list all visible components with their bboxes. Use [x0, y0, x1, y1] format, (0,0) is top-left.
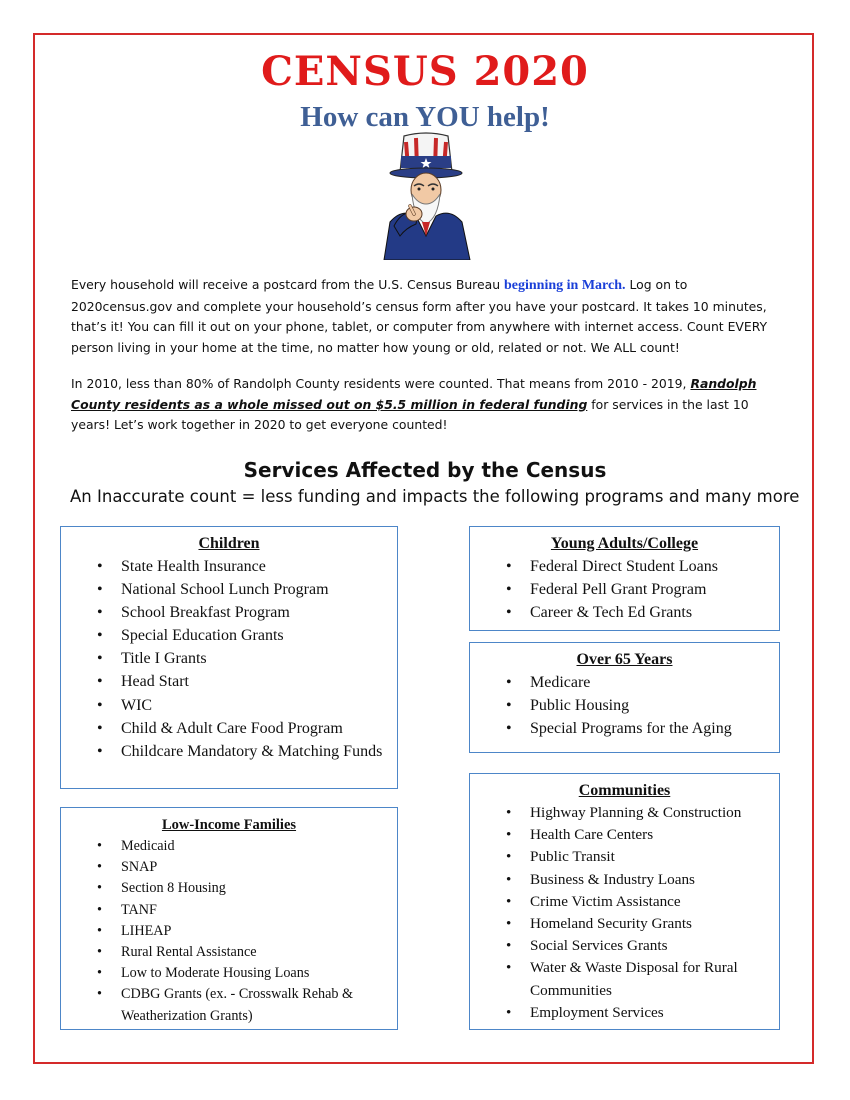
uncle-sam-pointing-icon — [370, 132, 482, 260]
list-item-text: Medicaid — [121, 838, 175, 854]
bullet-icon: • — [97, 742, 103, 760]
list-item — [61, 836, 397, 857]
bullet-icon: • — [97, 986, 102, 1003]
list-item-text: TANF — [121, 901, 157, 918]
bullet-icon: • — [97, 627, 103, 645]
list-item — [61, 647, 397, 670]
low-income-box — [60, 807, 398, 1030]
list-item-text: Business & Industry Loans — [530, 870, 695, 888]
list-item-text: Employment Services — [530, 1003, 664, 1021]
list-item-text: Federal Direct Student Loans — [530, 558, 718, 575]
page-subtitle: How can YOU help! — [300, 101, 550, 133]
list-item — [470, 717, 779, 740]
communities-title: Communities — [578, 782, 671, 799]
list-item-text: Special Education Grants — [121, 627, 284, 645]
list-item — [61, 963, 397, 984]
list-item-text: National School Lunch Program — [121, 581, 329, 599]
funding-emphasis: Randolph County residents as a whole missed out on $5.5 million in federal funding — [71, 376, 757, 412]
list-item — [470, 824, 779, 846]
list-item-text: Crime Victim Assistance — [530, 892, 681, 910]
list-item-text: CDBG Grants (ex. - Crosswalk Rehab & Weatherization Grants) — [121, 986, 354, 1024]
list-item-text: Head Start — [121, 673, 189, 691]
list-item-text: School Breakfast Program — [121, 604, 290, 622]
over-65-title: Over 65 Years — [576, 651, 673, 668]
list-item — [470, 846, 779, 868]
bullet-icon: • — [506, 915, 512, 933]
list-item-text: LIHEAP — [121, 922, 172, 939]
list-item — [61, 942, 397, 963]
march-highlight: beginning in March. — [504, 278, 626, 293]
bullet-icon: • — [506, 826, 512, 844]
bullet-icon: • — [97, 696, 103, 714]
bullet-icon: • — [97, 673, 103, 691]
funding-text-continued: for services in the last 10 years! Let’s work together in 2020 to get everyone counted! — [71, 396, 749, 433]
bullet-icon: • — [506, 674, 512, 691]
list-item-text: Section 8 Housing — [121, 880, 226, 897]
list-item-text: Rural Rental Assistance — [121, 944, 257, 961]
bullet-icon: • — [97, 719, 103, 737]
bullet-icon: • — [97, 558, 103, 575]
list-item — [61, 984, 397, 1026]
bullet-icon: • — [97, 859, 102, 876]
bullet-icon: • — [506, 581, 512, 599]
bullet-icon: • — [97, 650, 103, 668]
list-item — [470, 913, 779, 935]
bullet-icon: • — [506, 558, 512, 575]
list-item-text: Homeland Security Grants — [530, 915, 692, 933]
list-item — [61, 624, 397, 647]
list-item-text: Public Transit — [530, 848, 615, 866]
list-item-text: Career & Tech Ed Grants — [530, 604, 693, 622]
list-item — [470, 694, 779, 717]
children-box — [60, 526, 398, 789]
list-item-text: Childcare Mandatory & Matching Funds — [121, 742, 383, 760]
list-item — [61, 740, 397, 763]
bullet-icon: • — [506, 870, 512, 888]
bullet-icon: • — [506, 804, 512, 821]
bullet-icon: • — [506, 848, 512, 866]
low-income-title: Low-Income Families — [161, 817, 297, 833]
page-title: CENSUS 2020 — [261, 48, 589, 95]
list-item — [61, 717, 397, 740]
list-item-text: Child & Adult Care Food Program — [121, 719, 343, 737]
over-65-list — [470, 671, 779, 740]
services-heading: Services Affected by the Census — [243, 458, 607, 482]
intro-paragraph-2 — [71, 374, 783, 436]
bullet-icon: • — [97, 944, 102, 961]
list-item — [61, 900, 397, 921]
list-item — [61, 878, 397, 899]
list-item — [470, 555, 779, 578]
list-item — [470, 957, 779, 1001]
children-title: Children — [198, 535, 260, 552]
bullet-icon: • — [97, 901, 102, 918]
bullet-icon: • — [506, 892, 512, 910]
list-item — [470, 869, 779, 891]
list-item — [470, 891, 779, 913]
list-item — [61, 555, 397, 578]
list-item-text: State Health Insurance — [121, 558, 266, 575]
communities-box — [469, 773, 780, 1030]
bullet-icon: • — [97, 604, 103, 622]
services-subheading: An Inaccurate count = less funding and impacts the following programs and many more — [70, 487, 800, 506]
list-item — [470, 1002, 779, 1024]
young-adults-title: Young Adults/College — [550, 535, 699, 552]
list-item-text: Water & Waste Disposal for Rural Communities — [530, 959, 738, 999]
low-income-list — [61, 836, 397, 1027]
bullet-icon: • — [97, 922, 102, 939]
list-item — [470, 601, 779, 624]
list-item — [61, 857, 397, 878]
bullet-icon: • — [97, 581, 103, 599]
over-65-box — [469, 642, 780, 753]
list-item-text: Health Care Centers — [530, 826, 654, 844]
list-item — [470, 802, 779, 824]
bullet-icon: • — [97, 838, 102, 854]
list-item — [470, 671, 779, 694]
list-item-text: Public Housing — [530, 697, 630, 715]
bullet-icon: • — [506, 720, 512, 738]
list-item-text: Federal Pell Grant Program — [530, 581, 707, 599]
bullet-icon: • — [506, 697, 512, 715]
list-item-text: Special Programs for the Aging — [530, 720, 732, 738]
list-item — [61, 670, 397, 693]
list-item — [470, 935, 779, 957]
list-item-text: SNAP — [121, 859, 158, 876]
bullet-icon: • — [506, 604, 512, 622]
list-item-text: Title I Grants — [121, 650, 207, 668]
list-item — [61, 601, 397, 624]
list-item — [61, 921, 397, 942]
intro-text-continued: Log on to 2020census.gov and complete your household’s census form after you have your postcard. It takes 10 minutes, that’s it! You can fill it out on your phone, tablet, or computer from anywhere with internet access. Count EVERY person living in your home at the time, no matter how young or old, related or not. We ALL count! — [71, 277, 768, 355]
bullet-icon: • — [97, 880, 102, 897]
list-item — [61, 578, 397, 601]
list-item-text: Medicare — [530, 674, 591, 691]
list-item-text: WIC — [121, 696, 153, 714]
bullet-icon: • — [97, 965, 102, 982]
list-item-text: Low to Moderate Housing Loans — [121, 965, 310, 982]
list-item — [470, 578, 779, 601]
list-item-text: Social Services Grants — [530, 937, 668, 955]
bullet-icon: • — [506, 959, 512, 977]
list-item-text: Highway Planning & Construction — [530, 804, 742, 821]
bullet-icon: • — [506, 1003, 512, 1021]
young-adults-list — [470, 555, 779, 624]
intro-paragraph-1 — [71, 275, 783, 358]
communities-list — [470, 802, 779, 1024]
funding-text: In 2010, less than 80% of Randolph County residents were counted. That means from 2010 - 2019, — [71, 376, 691, 391]
young-adults-box — [469, 526, 780, 631]
bullet-icon: • — [506, 937, 512, 955]
children-list — [61, 555, 397, 763]
intro-text: Every household will receive a postcard from the U.S. Census Bureau — [71, 277, 504, 292]
list-item — [61, 694, 397, 717]
